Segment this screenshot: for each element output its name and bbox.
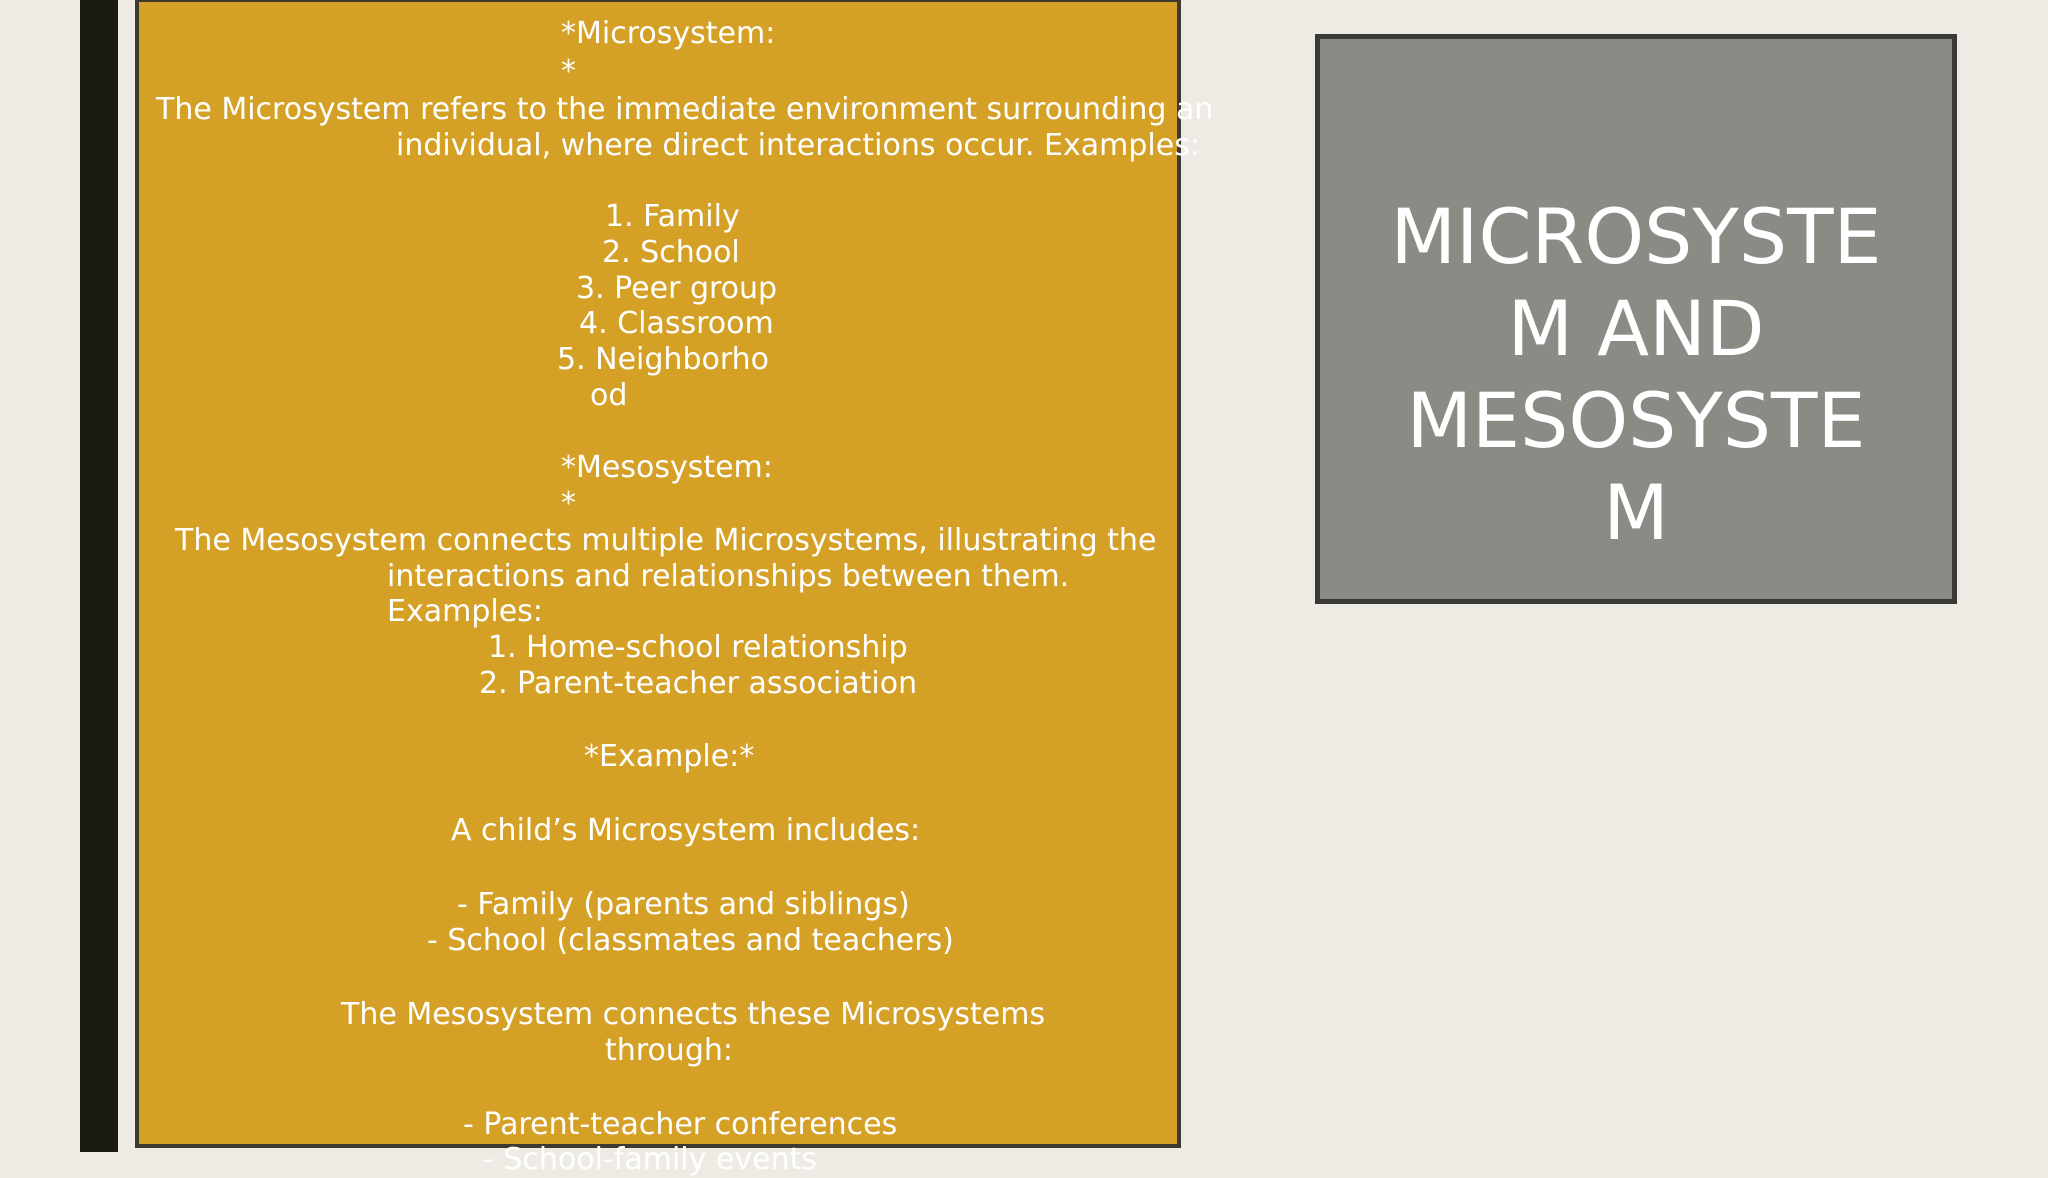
list-item: - School (classmates and teachers) <box>427 923 954 958</box>
list-item: 2. Parent-teacher association <box>479 666 918 701</box>
examples-label: Examples: <box>387 594 543 629</box>
microsystem-definition-line-1: The Microsystem refers to the immediate environment surrounding an <box>156 92 1214 127</box>
slide-title-line: M AND <box>1507 284 1765 373</box>
slide-title-box <box>1315 34 1957 604</box>
list-item: 1. Family <box>605 199 740 234</box>
asterisk-line: * <box>561 54 576 89</box>
microsystem-heading: *Microsystem: <box>561 16 776 51</box>
slide-title-line: M <box>1603 468 1669 557</box>
slide-title-line: MICROSYSTE <box>1390 192 1882 281</box>
list-item: - Parent-teacher conferences <box>463 1107 898 1142</box>
example-intro: A child’s Microsystem includes: <box>451 813 921 848</box>
body-text-box <box>135 0 1214 1177</box>
example-heading: *Example:* <box>584 739 755 774</box>
list-item-continuation: od <box>590 378 628 413</box>
list-item: 3. Peer group <box>576 271 778 306</box>
list-item: 5. Neighborho <box>557 342 770 377</box>
mesosystem-definition-line-1: The Mesosystem connects multiple Microsystems, illustrating the <box>175 523 1157 558</box>
left-accent-bar <box>80 0 118 1152</box>
list-item: 2. School <box>602 235 740 270</box>
list-item: - Family (parents and siblings) <box>457 887 910 922</box>
mesosystem-definition-line-2: interactions and relationships between them. <box>387 559 1070 594</box>
example-summary-line-2: through: <box>605 1033 733 1068</box>
slide-title-line: MESOSYSTE <box>1406 376 1866 465</box>
list-item: 4. Classroom <box>579 306 774 341</box>
example-summary-line-1: The Mesosystem connects these Microsystems <box>341 997 1046 1032</box>
microsystem-definition-line-2: individual, where direct interactions occur. Examples: <box>396 128 1200 163</box>
list-item: - School-family events <box>483 1142 817 1177</box>
mesosystem-heading: *Mesosystem: <box>561 450 773 485</box>
asterisk-line: * <box>561 486 576 521</box>
list-item: 1. Home-school relationship <box>488 630 908 665</box>
